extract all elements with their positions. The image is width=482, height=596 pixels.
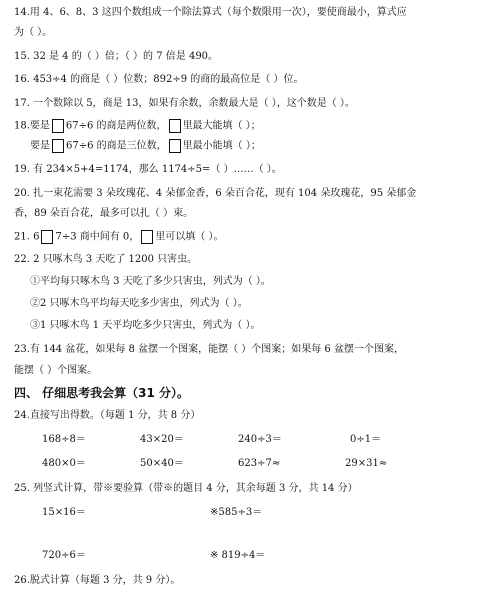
- q22: 22. 2 只啄木鸟 3 天吃了 1200 只害虫。: [14, 254, 198, 265]
- vertical-calc-item: 15×16＝: [42, 507, 86, 518]
- calc-item: 29×31≈: [345, 458, 388, 469]
- calc-item: 168÷8＝: [42, 434, 86, 445]
- section-heading: 四、 仔细思考我会算（31 分）。: [14, 386, 190, 400]
- calc-item: 0÷1＝: [350, 434, 382, 445]
- q22-sub1: ①平均每只啄木鸟 3 天吃了多少只害虫，列式为（ ）。: [30, 276, 271, 287]
- q23-line2: 能摆（ ）个图案。: [14, 365, 98, 376]
- blank-box: [169, 119, 181, 133]
- q23-line1: 23.有 144 盆花，如果每 8 盆摆一个图案，能摆（ ）个图案；如果每 6 盆摆一个图案，: [14, 344, 404, 355]
- vertical-calc-item: ※ 819÷4＝: [210, 550, 266, 561]
- q17: 17. 一个数除以 5，商是 13，如果有余数，余数最大是（ ），这个数是（ ）。: [14, 98, 355, 109]
- blank-box: [141, 230, 153, 244]
- q18b-post: 里最小能填（ ）；: [182, 140, 261, 152]
- q18b-prefix: 要是: [30, 140, 50, 152]
- q16: 16. 453÷4 的商是（ ）位数；892÷9 的商的最高位是（ ）位。: [14, 74, 304, 85]
- q18b-mid: 67÷6 的商是三位数，: [66, 140, 167, 152]
- q20-line1: 20. 扎一束花需要 3 朵玫瑰花、4 朵郁金香，6 朵百合花，现有 104 朵玫瑰花，95 朵郁金: [14, 188, 417, 199]
- q21-prefix: 21. 6: [14, 231, 40, 243]
- calc-item: 623÷7≈: [238, 458, 281, 469]
- calc-item: 480×0＝: [42, 458, 86, 469]
- q24: 24.直接写出得数。（每题 1 分，共 8 分）: [14, 410, 201, 421]
- q15: 15. 32 是 4 的（ ）倍；（ ）的 7 倍是 490。: [14, 51, 219, 62]
- blank-box: [169, 139, 181, 153]
- q18-mid: 67÷6 的商是两位数，: [65, 120, 167, 132]
- q21-post: 里可以填（ ）。: [155, 231, 224, 243]
- blank-box: [52, 119, 64, 133]
- vertical-calc-item: 720÷6＝: [42, 550, 86, 561]
- q22-sub3: ③1 只啄木鸟 1 天平均吃多少只害虫，列式为（ ）。: [30, 320, 261, 331]
- blank-box: [52, 139, 64, 153]
- q18-line1: [14, 119, 261, 134]
- q18-prefix: 18.要是: [14, 120, 50, 132]
- vertical-calc-item: ※585÷3＝: [210, 507, 263, 518]
- q25: 25. 列竖式计算，带※要验算（带※的题目 4 分，其余每题 3 分，共 14 分）: [14, 483, 358, 494]
- blank-box: [41, 230, 53, 244]
- q22-sub2: ②2 只啄木鸟平均每天吃多少害虫，列式为（ ）。: [30, 298, 248, 309]
- q26: 26.脱式计算（每题 3 分，共 9 分）。: [14, 575, 181, 586]
- calc-item: 240÷3＝: [238, 434, 282, 445]
- calc-item: 43×20＝: [140, 434, 184, 445]
- q21: [14, 230, 223, 245]
- q18-line2: [30, 139, 261, 154]
- calc-item: 50×40＝: [140, 458, 184, 469]
- q14-line1: 14.用 4、6、8、3 这四个数组成一个除法算式（每个数限用一次），要使商最小，算式应: [14, 7, 407, 18]
- q21-mid: 7÷3 商中间有 0，: [55, 231, 140, 243]
- q14-line2: 为（ ）。: [14, 27, 53, 38]
- q20-line2: 香，89 朵百合花，最多可以扎（ ）束。: [14, 208, 194, 219]
- q19: 19. 有 234×5+4=1174，那么 1174÷5=（ ）……（ ）。: [14, 164, 282, 175]
- q18-post: 里最大能填（ ）；: [182, 120, 261, 132]
